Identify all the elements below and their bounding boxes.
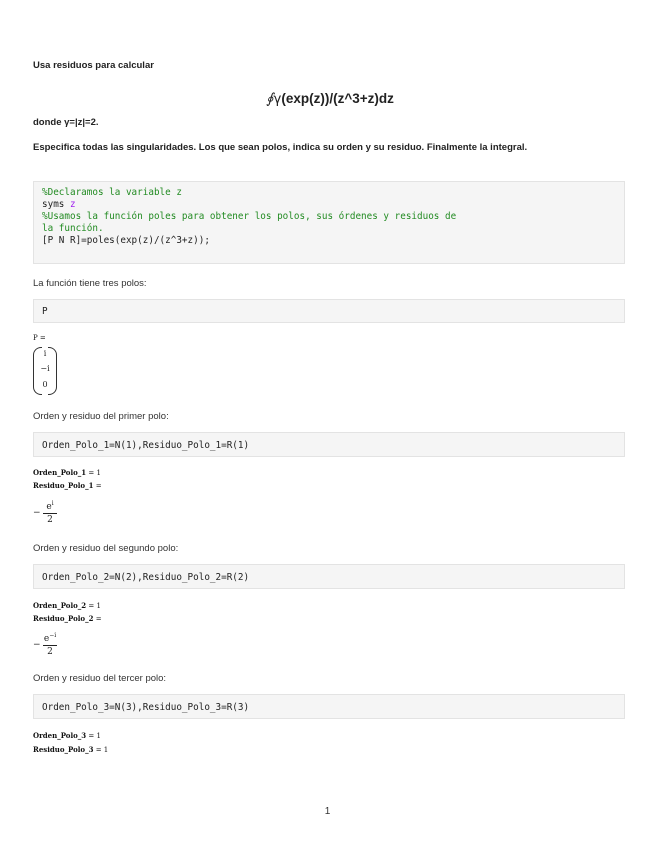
gamma-symbol: γ xyxy=(273,91,282,107)
output-value: = 1 xyxy=(88,602,101,610)
integral-formula xyxy=(33,91,627,107)
poles-matrix xyxy=(33,347,57,395)
output-value: = 1 xyxy=(95,746,109,754)
instruction-text: Especifica todas las singularidades. Los que sean polos, indica su orden y su residuo. Finalmente la integral. xyxy=(33,142,528,153)
contour-definition xyxy=(33,117,99,128)
code-block-section1[interactable]: Orden_Polo_1=N(1),Residuo_Polo_1=R(1) xyxy=(33,432,625,457)
code-comment: %Declaramos la variable z xyxy=(42,187,182,198)
matrix-right-bracket xyxy=(48,347,57,395)
code-comment: la función. xyxy=(42,223,104,234)
output-value: = xyxy=(95,615,102,623)
code-keyword: syms xyxy=(42,199,70,210)
output-residuo-3 xyxy=(33,745,108,754)
matrix-cell: 0 xyxy=(42,380,48,389)
fraction-numerator: $e^{-i}$ xyxy=(43,632,57,644)
output-residuo-2 xyxy=(33,614,102,623)
minus-sign: − xyxy=(33,640,41,650)
fraction-bar xyxy=(43,645,57,646)
section2-text: Orden y residuo del segundo polo: xyxy=(33,543,179,554)
poles-description: La función tiene tres polos: xyxy=(33,278,147,289)
output-label: Orden_Polo_3 xyxy=(33,731,87,740)
contour-integral-symbol: ∮ xyxy=(266,91,274,107)
code-block-section3[interactable]: Orden_Polo_3=N(3),Residuo_Polo_3=R(3) xyxy=(33,694,625,719)
output-value: = xyxy=(95,482,102,490)
output-label: Orden_Polo_2 xyxy=(33,601,87,610)
minus-sign: − xyxy=(33,508,41,518)
section1-text: Orden y residuo del primer polo: xyxy=(33,411,169,422)
matrix-cell: i xyxy=(43,349,47,358)
code-block-main[interactable] xyxy=(33,181,625,264)
output-orden-1 xyxy=(33,468,101,477)
code-variable: z xyxy=(70,199,76,210)
code-comment: %Usamos la función poles para obtener los polos, sus órdenes y residuos de xyxy=(42,211,457,222)
output-label: Orden_Polo_1 xyxy=(33,468,87,477)
section3-text: Orden y residuo del tercer polo: xyxy=(33,673,167,684)
output-value: = 1 xyxy=(88,469,101,477)
code-block-section2[interactable]: Orden_Polo_2=N(2),Residuo_Polo_2=R(2) xyxy=(33,564,625,589)
fraction-denominator: 2 xyxy=(47,647,53,657)
fraction-numerator: $e^i$ xyxy=(46,500,54,512)
fraction-denominator: 2 xyxy=(47,515,53,525)
output-orden-2 xyxy=(33,601,101,610)
output-residuo-1 xyxy=(33,481,102,490)
output-label: Residuo_Polo_3 xyxy=(33,745,94,754)
page-number: 1 xyxy=(324,806,331,817)
contour-condition: |z|=2. xyxy=(74,117,99,128)
output-label: Residuo_Polo_1 xyxy=(33,481,94,490)
integrand-expression: (exp(z))/(z^3+z)dz xyxy=(281,91,394,106)
fraction-bar xyxy=(43,513,57,514)
output-p-label: P = xyxy=(33,334,46,342)
output-orden-3 xyxy=(33,731,101,740)
code-block-p[interactable]: P xyxy=(33,299,625,323)
contour-prefix: donde γ= xyxy=(33,117,75,128)
output-value: = 1 xyxy=(88,732,101,740)
section-heading: Usa residuos para calcular xyxy=(33,60,154,71)
matrix-cell: −i xyxy=(40,364,50,373)
code-statement: [P N R]=poles(exp(z)/(z^3+z)); xyxy=(42,235,210,246)
output-label: Residuo_Polo_2 xyxy=(33,614,94,623)
